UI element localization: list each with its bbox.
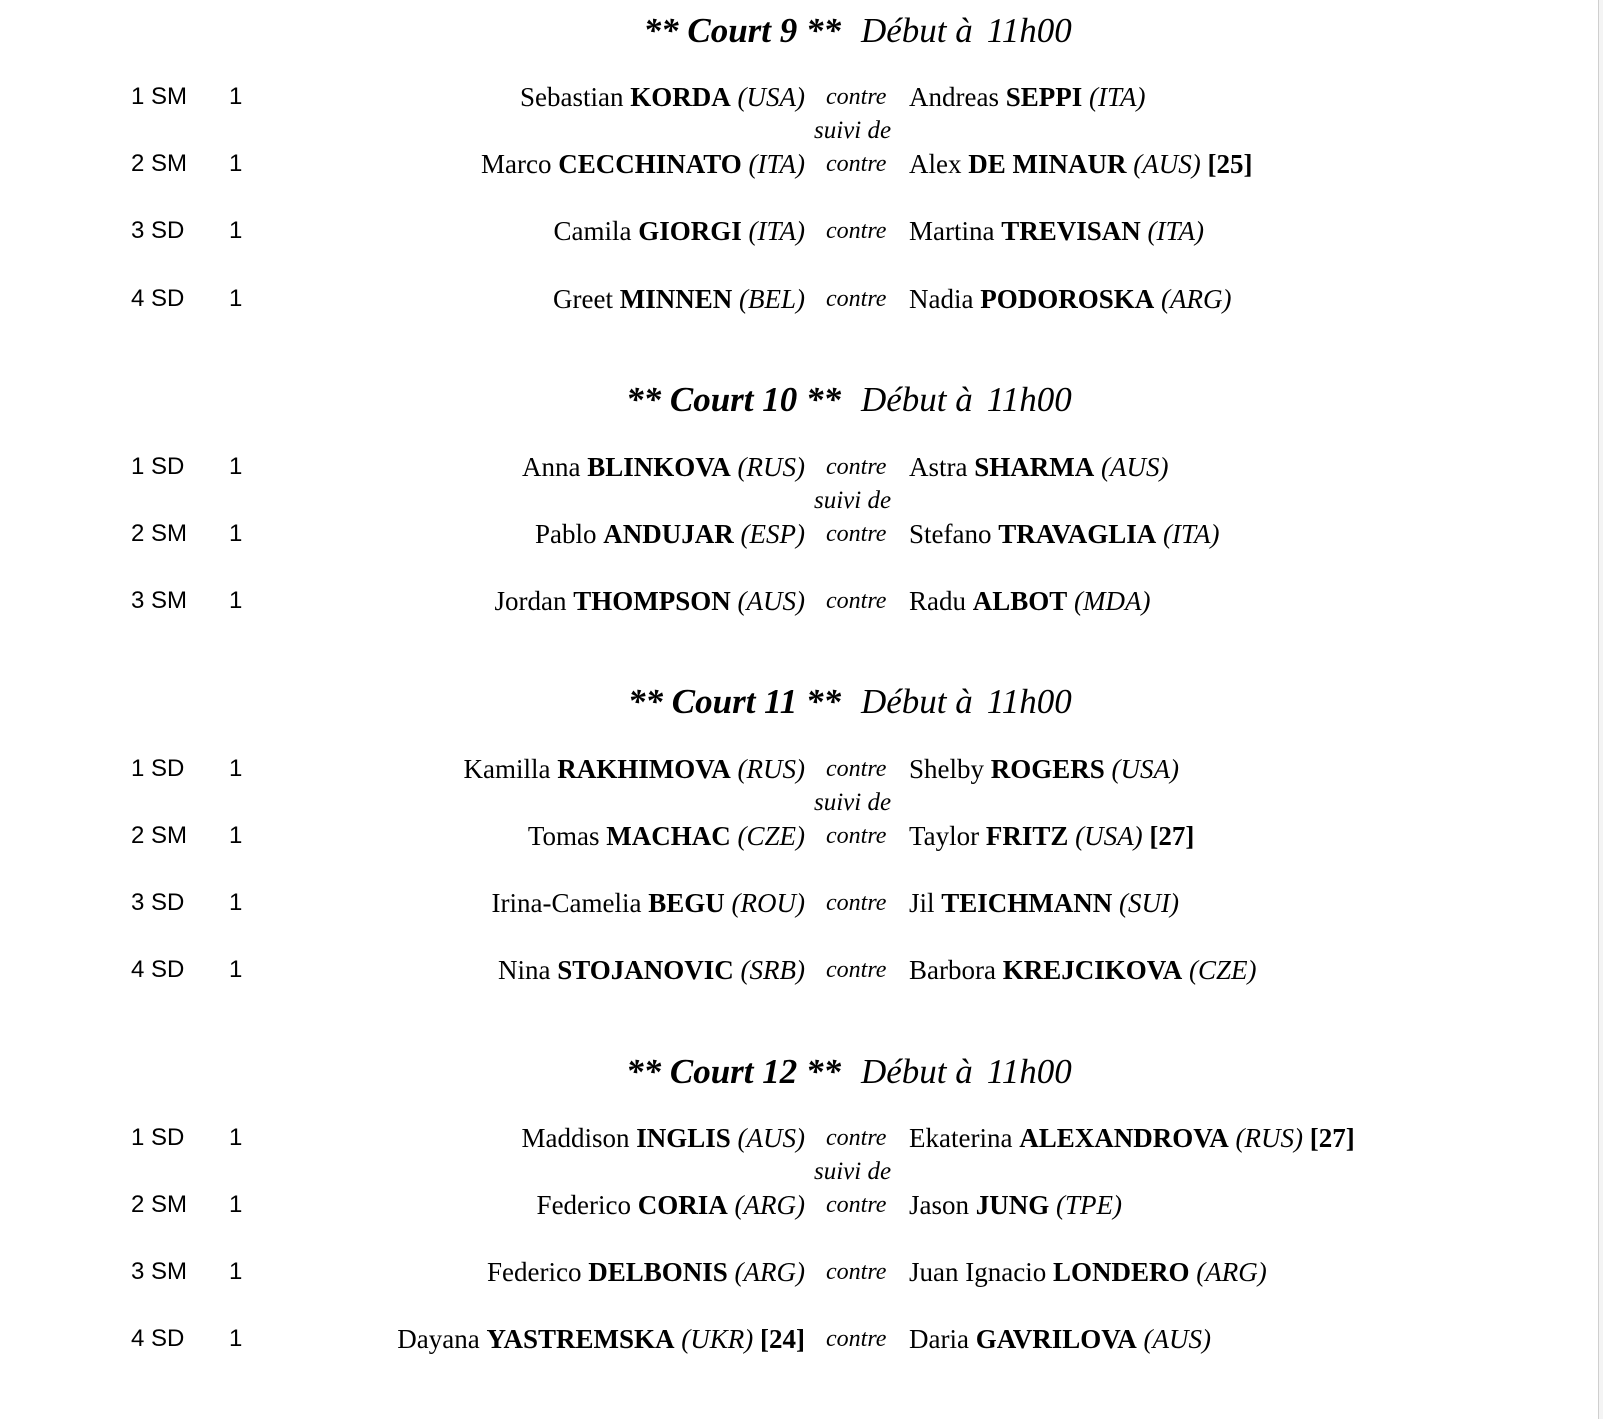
- match-round: 1: [229, 1191, 243, 1218]
- first-name: Barbora: [909, 955, 996, 985]
- first-name: Irina-Camelia: [491, 888, 642, 918]
- match-row: [0, 147, 1598, 181]
- match-code: 2 SM: [131, 520, 188, 547]
- first-name: Federico: [487, 1257, 582, 1287]
- first-name: Greet: [553, 284, 614, 314]
- page-edge: [1599, 0, 1603, 1419]
- nationality: (TPE): [1056, 1190, 1122, 1220]
- nationality: (CZE): [737, 821, 805, 851]
- nationality: (ITA): [748, 149, 805, 179]
- match-round: 1: [229, 520, 243, 547]
- last-name: SEPPI: [1005, 82, 1083, 112]
- last-name: MACHAC: [606, 821, 731, 851]
- first-name: Stefano: [909, 519, 992, 549]
- match-code: 1 SD: [131, 755, 185, 782]
- nationality: (ITA): [748, 216, 805, 246]
- court-start: [861, 9, 1072, 53]
- last-name: BLINKOVA: [587, 452, 731, 482]
- first-name: Pablo: [535, 519, 597, 549]
- match-round: 1: [229, 889, 243, 916]
- last-name: LONDERO: [1052, 1257, 1190, 1287]
- match-code: 3 SM: [131, 587, 188, 614]
- player-1: [464, 752, 805, 786]
- last-name: KREJCIKOVA: [1002, 955, 1183, 985]
- match-row: [0, 584, 1598, 618]
- nationality: (BEL): [739, 284, 805, 314]
- court-heading: [0, 9, 1598, 53]
- court-title: ** Court 12 **: [626, 1052, 841, 1091]
- court-heading: [0, 378, 1598, 422]
- last-name: GIORGI: [638, 216, 742, 246]
- nationality: (MDA): [1074, 586, 1151, 616]
- player-2: [909, 214, 1204, 248]
- match-round: 1: [229, 1124, 243, 1151]
- first-name: Jil: [909, 888, 935, 918]
- nationality: (ITA): [1089, 82, 1146, 112]
- start-time: 11h00: [986, 682, 1072, 721]
- player-1: [487, 1255, 805, 1289]
- match-code: 4 SD: [131, 956, 185, 983]
- seed: [24]: [760, 1324, 805, 1354]
- match-row: [0, 886, 1598, 920]
- player-2: [909, 80, 1145, 114]
- versus-label: contre: [826, 151, 887, 177]
- last-name: MINNEN: [619, 284, 733, 314]
- match-code: 2 SM: [131, 150, 188, 177]
- nationality: (RUS): [737, 452, 805, 482]
- start-time: 11h00: [986, 380, 1072, 419]
- versus-label: contre: [826, 890, 887, 916]
- versus-label: contre: [826, 588, 887, 614]
- versus-label: contre: [826, 756, 887, 782]
- last-name: RAKHIMOVA: [557, 754, 731, 784]
- nationality: (SUI): [1119, 888, 1180, 918]
- player-2: [909, 584, 1151, 618]
- nationality: (ITA): [1163, 519, 1220, 549]
- versus-label: contre: [826, 521, 887, 547]
- last-name: DELBONIS: [588, 1257, 728, 1287]
- match-row: [0, 282, 1598, 316]
- match-round: 1: [229, 755, 243, 782]
- match-code: 4 SD: [131, 285, 185, 312]
- player-1: [522, 450, 805, 484]
- versus-label: contre: [826, 1326, 887, 1352]
- seed: [25]: [1207, 149, 1253, 179]
- first-name: Marco: [481, 149, 552, 179]
- versus-label: contre: [826, 218, 887, 244]
- nationality: (ITA): [1147, 216, 1205, 246]
- nationality: (AUS): [737, 1123, 805, 1153]
- first-name: Dayana: [397, 1324, 480, 1354]
- first-name: Radu: [909, 586, 966, 616]
- last-name: ALBOT: [972, 586, 1068, 616]
- versus-label: contre: [826, 957, 887, 983]
- court-start: [861, 680, 1072, 724]
- last-name: SHARMA: [974, 452, 1095, 482]
- player-1: [498, 953, 805, 987]
- match-code: 1 SD: [131, 1124, 185, 1151]
- player-1: [481, 147, 805, 181]
- nationality: (ESP): [740, 519, 805, 549]
- nationality: (ARG): [734, 1257, 805, 1287]
- match-row: [0, 80, 1598, 114]
- versus-label: contre: [826, 454, 887, 480]
- match-code: 2 SM: [131, 1191, 188, 1218]
- player-1: [495, 584, 805, 618]
- last-name: ROGERS: [990, 754, 1105, 784]
- nationality: (CZE): [1189, 955, 1257, 985]
- last-name: BEGU: [648, 888, 725, 918]
- first-name: Martina: [909, 216, 995, 246]
- player-1: [528, 819, 805, 853]
- last-name: KORDA: [630, 82, 731, 112]
- seed: [27]: [1309, 1123, 1355, 1153]
- first-name: Astra: [909, 452, 968, 482]
- court-heading: [0, 680, 1598, 724]
- nationality: (UKR): [681, 1324, 754, 1354]
- match-round: 1: [229, 587, 243, 614]
- match-code: 3 SD: [131, 889, 185, 916]
- player-1: [397, 1322, 805, 1356]
- last-name: ANDUJAR: [603, 519, 734, 549]
- first-name: Maddison: [521, 1123, 630, 1153]
- match-round: 1: [229, 217, 243, 244]
- versus-label: contre: [826, 823, 887, 849]
- match-row: [0, 1188, 1598, 1222]
- nationality: (USA): [1075, 821, 1143, 851]
- court-start: [861, 1050, 1072, 1094]
- player-2: [909, 1255, 1267, 1289]
- player-2: [909, 886, 1179, 920]
- seed: [27]: [1149, 821, 1195, 851]
- match-row: [0, 1322, 1598, 1356]
- versus-label: contre: [826, 1259, 887, 1285]
- match-row: [0, 752, 1598, 786]
- nationality: (ROU): [731, 888, 805, 918]
- last-name: PODOROSKA: [980, 284, 1155, 314]
- followed-by-label: suivi de: [814, 789, 892, 816]
- first-name: Shelby: [909, 754, 985, 784]
- last-name: GAVRILOVA: [975, 1324, 1137, 1354]
- first-name: Tomas: [527, 821, 600, 851]
- first-name: Andreas: [909, 82, 999, 112]
- start-label: Début à: [861, 682, 973, 721]
- nationality: (AUS): [1143, 1324, 1212, 1354]
- player-1: [521, 1121, 805, 1155]
- court-title: ** Court 11 **: [628, 682, 841, 721]
- start-label: Début à: [861, 380, 973, 419]
- first-name: Federico: [536, 1190, 632, 1220]
- nationality: (ARG): [1160, 284, 1232, 314]
- match-code: 3 SD: [131, 217, 185, 244]
- versus-label: contre: [826, 84, 887, 110]
- last-name: STOJANOVIC: [557, 955, 734, 985]
- match-round: 1: [229, 956, 243, 983]
- last-name: JUNG: [975, 1190, 1050, 1220]
- player-2: [909, 517, 1220, 551]
- match-round: 1: [229, 83, 243, 110]
- last-name: THOMPSON: [573, 586, 731, 616]
- followed-by-label: suivi de: [814, 1158, 892, 1185]
- first-name: Alex: [909, 149, 962, 179]
- last-name: DE MINAUR: [968, 149, 1127, 179]
- last-name: TRAVAGLIA: [998, 519, 1157, 549]
- last-name: INGLIS: [636, 1123, 731, 1153]
- player-2: [909, 819, 1194, 853]
- court-start: [861, 378, 1072, 422]
- first-name: Kamilla: [463, 754, 551, 784]
- player-2: [909, 1188, 1122, 1222]
- match-row: [0, 1255, 1598, 1289]
- nationality: (AUS): [1100, 452, 1169, 482]
- first-name: Sebastian: [520, 82, 624, 112]
- nationality: (ARG): [734, 1190, 805, 1220]
- nationality: (AUS): [1133, 149, 1201, 179]
- nationality: (SRB): [740, 955, 805, 985]
- first-name: Nina: [498, 955, 551, 985]
- first-name: Jason: [909, 1190, 969, 1220]
- match-row: [0, 214, 1598, 248]
- court-heading: [0, 1050, 1598, 1094]
- nationality: (USA): [737, 82, 805, 112]
- start-time: 11h00: [986, 11, 1072, 50]
- match-code: 1 SM: [131, 83, 188, 110]
- last-name: CECCHINATO: [558, 149, 742, 179]
- first-name: Anna: [521, 452, 581, 482]
- player-1: [537, 1188, 805, 1222]
- first-name: Camila: [553, 216, 632, 246]
- followed-by-label: suivi de: [814, 117, 892, 144]
- versus-label: contre: [826, 1125, 887, 1151]
- match-code: 3 SM: [131, 1258, 188, 1285]
- match-round: 1: [229, 285, 243, 312]
- match-row: [0, 953, 1598, 987]
- nationality: (USA): [1111, 754, 1180, 784]
- first-name: Taylor: [909, 821, 980, 851]
- player-2: [909, 282, 1231, 316]
- start-label: Début à: [861, 11, 973, 50]
- player-1: [520, 80, 805, 114]
- player-2: [909, 1121, 1355, 1155]
- match-round: 1: [229, 1325, 243, 1352]
- player-1: [553, 282, 805, 316]
- nationality: (RUS): [737, 754, 805, 784]
- player-2: [909, 752, 1179, 786]
- player-2: [909, 450, 1168, 484]
- match-code: 4 SD: [131, 1325, 185, 1352]
- last-name: TREVISAN: [1001, 216, 1141, 246]
- match-row: [0, 819, 1598, 853]
- versus-label: contre: [826, 286, 887, 312]
- nationality: (RUS): [1235, 1123, 1303, 1153]
- match-row: [0, 450, 1598, 484]
- followed-by-label: suivi de: [814, 487, 892, 514]
- last-name: YASTREMSKA: [486, 1324, 675, 1354]
- last-name: FRITZ: [985, 821, 1069, 851]
- last-name: TEICHMANN: [941, 888, 1113, 918]
- first-name: Jordan: [494, 586, 567, 616]
- match-round: 1: [229, 150, 243, 177]
- player-2: [909, 147, 1252, 181]
- match-code: 1 SD: [131, 453, 185, 480]
- versus-label: contre: [826, 1192, 887, 1218]
- match-round: 1: [229, 822, 243, 849]
- start-label: Début à: [861, 1052, 973, 1091]
- first-name: Nadia: [909, 284, 974, 314]
- match-round: 1: [229, 453, 243, 480]
- last-name: ALEXANDROVA: [1019, 1123, 1229, 1153]
- match-row: [0, 1121, 1598, 1155]
- court-title: ** Court 10 **: [626, 380, 841, 419]
- court-title: ** Court 9 **: [643, 11, 841, 50]
- match-round: 1: [229, 1258, 243, 1285]
- player-2: [909, 1322, 1211, 1356]
- first-name: Ekaterina: [909, 1123, 1013, 1153]
- nationality: (AUS): [737, 586, 805, 616]
- player-2: [909, 953, 1257, 987]
- player-1: [535, 517, 805, 551]
- player-1: [492, 886, 805, 920]
- match-code: 2 SM: [131, 822, 188, 849]
- first-name: Daria: [909, 1324, 969, 1354]
- first-name: Juan Ignacio: [909, 1257, 1047, 1287]
- player-1: [554, 214, 806, 248]
- nationality: (ARG): [1196, 1257, 1267, 1287]
- start-time: 11h00: [986, 1052, 1072, 1091]
- last-name: CORIA: [637, 1190, 728, 1220]
- match-row: [0, 517, 1598, 551]
